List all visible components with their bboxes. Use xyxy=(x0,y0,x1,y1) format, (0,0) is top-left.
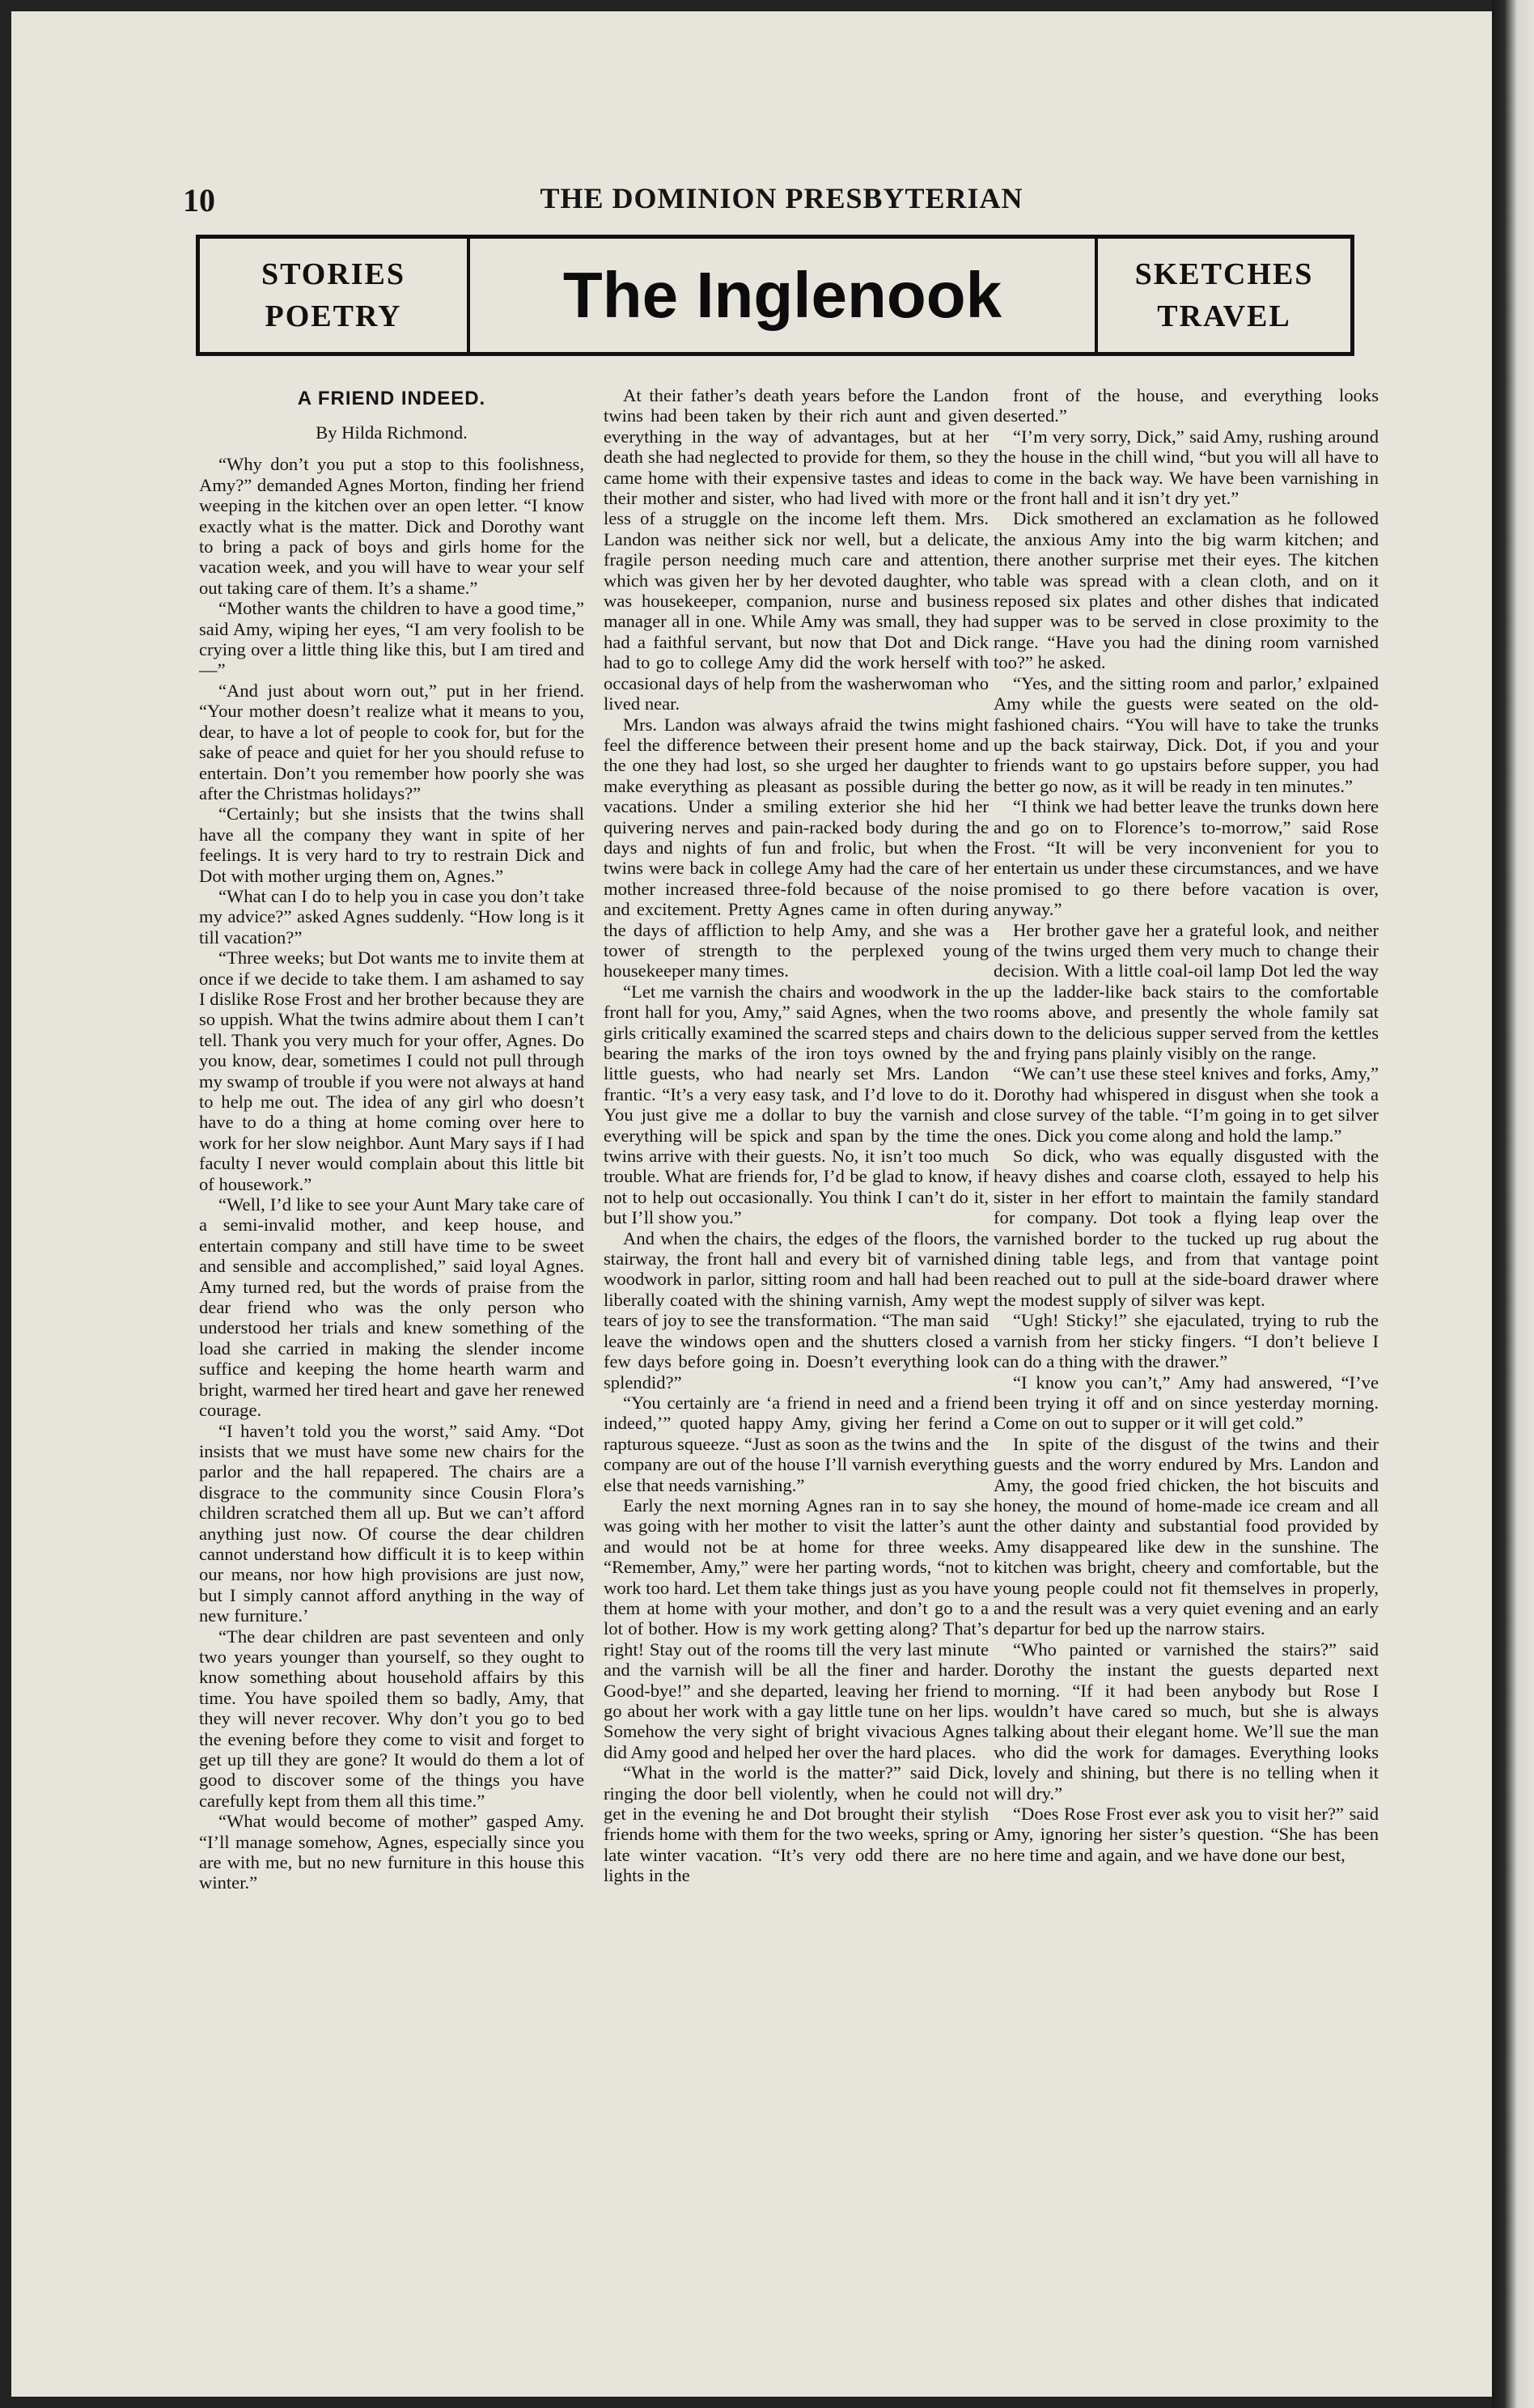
paragraph: And when the chairs, the edges of the floors, the stairway, the front hall and every bit of varnished woodwork in parlor, sitting room and hall had been liberally coated with the shining varnish, Amy wept tears of joy to see the transformation. “The man said leave the windows open and the shutters closed a few days before going in. Doesn’t everything look splendid?” xyxy=(604,1227,989,1393)
section-banner xyxy=(196,235,1354,356)
paragraph: “Who painted or varnished the stairs?” said Dorothy the instant the guests departed next morning. “If it had been anybody but Rose I wouldn’t have cared so much, but she is always talking about their elegant home. We’ll sue the man who did the work for damages. Everything looks lovely and shining, but there is no telling when it will dry.” xyxy=(994,1639,1379,1804)
paragraph: “The dear children are past seventeen and only two years younger than yourself, so they ought to know something about household affairs by this time. You have spoiled them so badly, Amy, that they will never recover. Why don’t you go to bed the evening before they come to visit and forget to get up till they are gone? It would do them a lot of good to discover some of the things you have carefully kept from them all this time.” xyxy=(199,1626,584,1811)
paragraph: Early the next morning Agnes ran in to say she was going with her mother to visit the latter’s aunt and would not be at home for three weeks. “Remember, Amy,” were her parting words, “not to work too hard. Let them take things just as you have them at home with your mother, and don’t go to a lot of bother. How is my work getting along? That’s right! Stay out of the rooms till the very last minute and the varnish will be all the finer and harder. Good-bye!” and she departed, leaving her friend to go about her work with a gay little tune on her lips. Somehow the very sight of bright vivacious Agnes did Amy good and helped her over the hard places. xyxy=(604,1494,989,1762)
paragraph: “What in the world is the matter?” said Dick, ringing the door bell violently, when he could not get in the evening he and Dot brought their stylish friends home with them for the two weeks, spring or late winter vacation. “It’s very odd there are no lights in the xyxy=(604,1762,989,1886)
paragraph: In spite of the disgust of the twins and their guests and the worry endured by Mrs. Landon and Amy, the good fried chicken, the hot biscuits and honey, the mound of home-made ice cream and all the other dainty and substantial food provided by Amy disappeared like dew in the sunshine. The kitchen was bright, cheery and comfortable, but the young people could not fit themselves in properly, and the result was a very quiet evening and an early departur for bed up the narrow stairs. xyxy=(994,1433,1379,1639)
paragraph: “Yes, and the sitting room and parlor,’ exlpained Amy while the guests were seated on the old-fashioned chairs. “You will have to take the trunks up the back stairway, Dick. Dot, if you and your friends want to go upstairs before supper, you had better go now, as it will be ready in ten minutes.” xyxy=(994,672,1379,796)
column-3-body xyxy=(994,385,1379,1865)
paragraph: “I’m very sorry, Dick,” said Amy, rushing around the house in the chill wind, “but you will all have to come in the back way. We have been varnishing in the front hall and it isn’t dry yet.” xyxy=(994,426,1379,509)
paragraph: “I haven’t told you the worst,” said Amy. “Dot insists that we must have some new chairs for the parlor and the hall repapered. The chairs are a disgrace to the community since Cousin Flora’s children scratched them all up. But we can’t afford anything just now. Of course the dear children cannot understand how difficult it is to keep within our means, nor how high provisions are just now, but I simply cannot afford anything in the way of new furniture.’ xyxy=(199,1420,584,1626)
section-title: The Inglenook xyxy=(562,259,1002,331)
paragraph: “Certainly; but she insists that the twins shall have all the company they want in spite of her feelings. It is very hard to try to restrain Dick and Dot with mother urging them on, Agnes.” xyxy=(199,803,584,886)
paragraph: “You certainly are ‘a friend in need and a friend indeed,’” quoted happy Amy, giving her ferind a rapturous squeeze. “Just as soon as the twins and the company are out of the house I’ll varnish everything else that needs varnishing.” xyxy=(604,1392,989,1495)
banner-right-line-1: SKETCHES xyxy=(1134,257,1314,291)
text-column-2 xyxy=(604,385,989,2311)
paragraph: “Mother wants the children to have a good time,” said Amy, wiping her eyes, “I am very foolish to be crying over a little thing like this, but I am tired and —” xyxy=(199,598,584,680)
paragraph: “Ugh! Sticky!” she ejaculated, trying to rub the varnish from her sticky fingers. “I don’t believe I can do a thing with the drawer.” xyxy=(994,1310,1379,1372)
paragraph: At their father’s death years before the Landon twins had been taken by their rich aunt and given everything in the way of advantages, but at her death she had neglected to provide for them, so they came home with their expensive tastes and ideas to their mother and sister, who had lived with more or less of a struggle on the income left them. Mrs. Landon was neither sick nor well, but a delicate, fragile person needing much care and attention, which was given her by her devoted daughter, who was housekeeper, companion, nurse and business manager all in one. While Amy was small, they had had a faithful servant, but now that Dot and Dick had to go to college Amy did the work herself with occasional days of help from the washerwoman who lived near. xyxy=(604,385,989,714)
paragraph: “And just about worn out,” put in her friend. “Your mother doesn’t realize what it means to you, dear, to have a lot of people to cook for, but for the sake of peace and quiet for her you should refuse to entertain. Don’t you remember how poorly she was after the Christmas holidays?” xyxy=(199,680,584,803)
paragraph: “What would become of mother” gasped Amy. “I’ll manage somehow, Agnes, especially since you are with me, but no new furniture in this house this winter.” xyxy=(199,1811,584,1893)
article-byline: By Hilda Richmond. xyxy=(316,422,468,443)
journal-title: THE DOMINION PRESBYTERIAN xyxy=(540,182,1023,214)
paragraph: “Three weeks; but Dot wants me to invite them at once if we decide to take them. I am ashamed to say I dislike Rose Frost and her brother because they are so uppish. What the twins admire about them I can’t tell. Thank you very much for your offer, Agnes. Do you know, dear, sometimes I could not pull through my swamp of trouble if you were not always at hand to help me out. The idea of any girl who doesn’t have to do a thing at home coming over here to work for her slow neighbor. Aunt Mary says if I had faculty I never would complain about this little bit of housework.” xyxy=(199,948,584,1194)
paragraph: So dick, who was equally disgusted with the heavy dishes and coarse cloth, essayed to help his sister in her effort to maintain the family standard for company. Dot took a flying leap over the varnished border to the tucked up rug about the dining table legs, and from that vantage point reached out to pull at the side-board drawer where the modest supply of silver was kept. xyxy=(994,1146,1379,1310)
paragraph: “I think we had better leave the trunks down here and go on to Florence’s to-morrow,” said Rose Frost. “It will be very inconvenient for you to entertain us under these circumstances, and we have promised to go there before vacation is over, anyway.” xyxy=(994,796,1379,920)
paragraph: “We can’t use these steel knives and forks, Amy,” Dorothy had whispered in disgust when she took a close survey of the table. “I’m going in to get silver ones. Dick you come along and hold the lamp.” xyxy=(994,1063,1379,1146)
scan-page-edge xyxy=(1492,0,1534,2408)
running-head xyxy=(183,181,1380,218)
text-column-1 xyxy=(199,385,584,2311)
paragraph: Her brother gave her a grateful look, and neither of the twins urged them very much to change their decision. With a little coal-oil lamp Dot led the way up the ladder-like back stairs to the comfortable rooms above, and presently the whole family sat down to the delicious supper served from the kettles and frying pans plainly visibly on the range. xyxy=(994,919,1379,1063)
banner-right-line-2: TRAVEL xyxy=(1157,299,1291,333)
paragraph: “Let me varnish the chairs and woodwork in the front hall for you, Amy,” said Agnes, when the two girls critically examined the scarred steps and chairs bearing the marks of the iron toys owned by the little guests, who had nearly set Mrs. Landon frantic. “It’s a very easy task, and I’d love to do it. You just give me a dollar to buy the varnish and everything will be spick and span by the time the twins arrive with their guests. No, it isn’t too much trouble. What are friends for, I’d be glad to know, if not to help out occasionally. You think I can’t do it, but I’ll show you.” xyxy=(604,981,989,1228)
article-title: A FRIEND INDEED. xyxy=(297,388,486,409)
banner-left-line-2: POETRY xyxy=(265,299,402,333)
paragraph: front of the house, and everything looks deserted.” xyxy=(994,385,1379,426)
page-number: 10 xyxy=(183,182,215,218)
newspaper-page xyxy=(11,11,1492,2397)
text-column-3 xyxy=(994,385,1379,2311)
banner-left-box xyxy=(200,239,470,352)
banner-right-box xyxy=(1095,239,1350,352)
paragraph: Dick smothered an exclamation as he followed the anxious Amy into the big warm kitchen; and there another surprise met their eyes. The kitchen table was spread with a clean cloth, and on it reposed six plates and other dishes that indicated supper was to be served in close proximity to the range. “Have you had the dining room varnished too?” he asked. xyxy=(994,508,1379,673)
column-1-body xyxy=(199,454,584,1893)
banner-left-line-1: STORIES xyxy=(261,257,406,291)
paragraph: “I know you can’t,” Amy had answered, “I’ve been trying it off and on since yesterday morning. Come on out to supper or it will get cold.” xyxy=(994,1371,1379,1434)
paragraph: “Why don’t you put a stop to this foolishness, Amy?” demanded Agnes Morton, finding her friend weeping in the kitchen over an open letter. “I know exactly what is the matter. Dick and Dorothy want to bring a pack of boys and girls home for the vacation week, and you will have to wear your self out taking care of them. It’s a shame.” xyxy=(199,454,584,598)
paragraph: “Does Rose Frost ever ask you to visit her?” said Amy, ignoring her sister’s question. “She has been here time and again, and we have done our best, xyxy=(994,1804,1379,1865)
paragraph: “Well, I’d like to see your Aunt Mary take care of a semi-invalid mother, and keep house, and entertain company and still have time to be sweet and sensible and accomplished,” said loyal Agnes. Amy turned red, but the words of praise from the dear friend who was the only person who understood her trials and knew something of the load she carried in making the slender income suffice and keeping the home hearth warm and bright, warmed her tired heart and gave her renewed courage. xyxy=(199,1194,584,1421)
paragraph: “What can I do to help you in case you don’t take my advice?” asked Agnes suddenly. “How long is it till vacation?” xyxy=(199,885,584,948)
column-2-body xyxy=(604,385,989,1886)
paragraph: Mrs. Landon was always afraid the twins might feel the difference between their present home and the one they had lost, so she urged her daughter to make everything as pleasant as possible during the vacations. Under a smiling exterior she hid her quivering nerves and pain-racked body during the days and nights of fun and frolic, but when the twins were back in college Amy had the care of her mother increased three-fold because of the noise and excitement. Pretty Agnes came in often during the days of affliction to help Amy, and she was a tower of strength to the perplexed young housekeeper many times. xyxy=(604,714,989,981)
